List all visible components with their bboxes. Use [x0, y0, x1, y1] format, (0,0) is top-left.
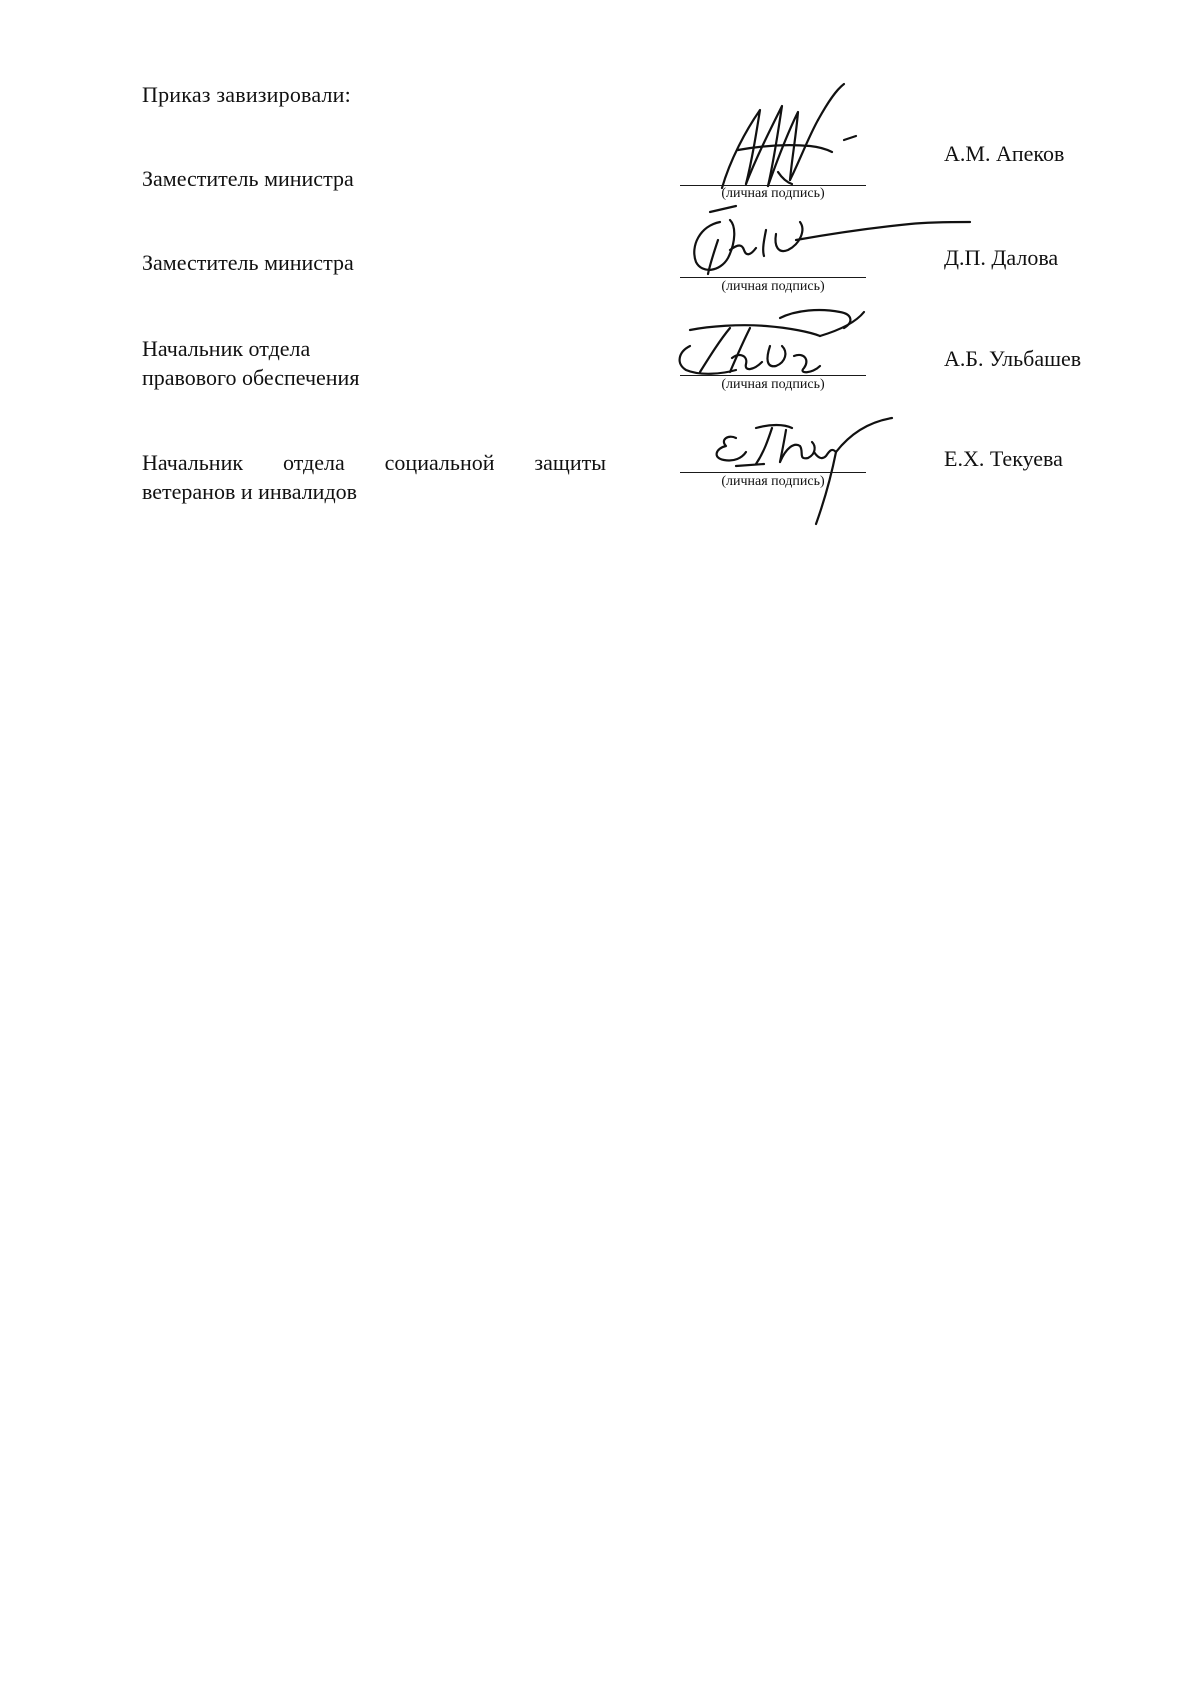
handwritten-signature: [660, 80, 900, 200]
approver-position: [142, 164, 354, 193]
position-line: правового обеспечения: [142, 365, 360, 390]
signature-line: [680, 375, 866, 376]
approver-position: [142, 334, 359, 392]
signature-line: [680, 472, 866, 473]
approver-position: [142, 248, 354, 277]
signature-caption: (личная подпись): [721, 377, 825, 392]
approver-name: Д.П. Далова: [944, 245, 1059, 270]
approver-name: А.Б. Ульбашев: [944, 346, 1082, 371]
position-line: Заместитель министра: [142, 166, 354, 191]
signature-caption: (личная подпись): [721, 186, 825, 201]
position-line: ветеранов и инвалидов: [142, 479, 358, 504]
signature-caption: (личная подпись): [721, 279, 825, 294]
approver-position: [142, 448, 606, 506]
signature-caption: (личная подпись): [721, 474, 825, 489]
position-line: Начальник отдела социальной защиты: [142, 450, 606, 475]
handwritten-signature: [670, 306, 870, 386]
approver-name: А.М. Апеков: [944, 141, 1065, 166]
signature-line: [680, 277, 866, 278]
approval-heading: Приказ завизировали:: [142, 82, 351, 107]
approver-name: Е.Х. Текуева: [944, 446, 1063, 471]
position-line: Начальник отдела: [142, 336, 311, 361]
position-line: Заместитель министра: [142, 250, 354, 275]
